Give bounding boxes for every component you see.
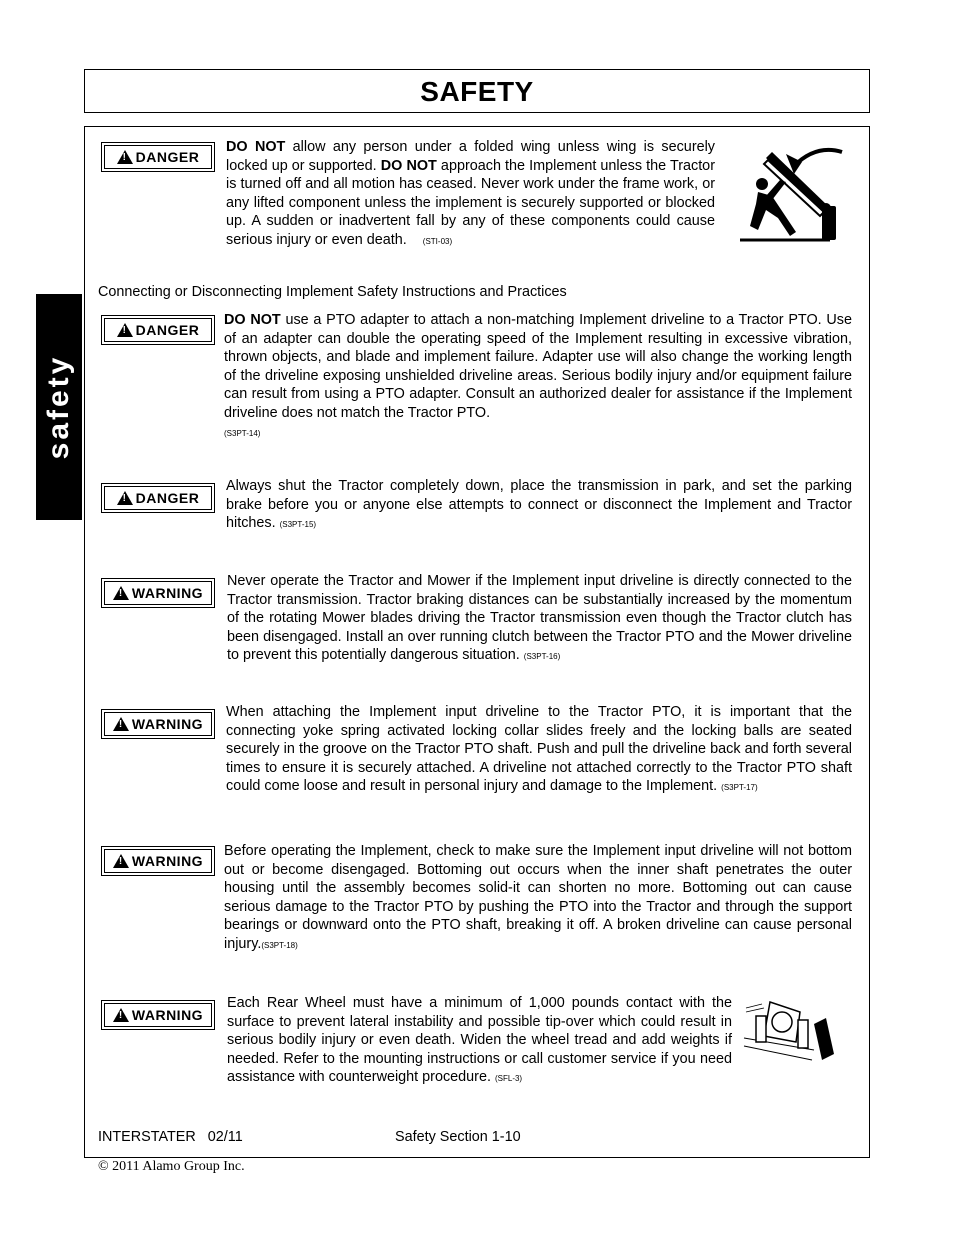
footer-model: INTERSTATER 02/11 <box>98 1129 243 1145</box>
falling-wing-hazard-icon <box>740 140 850 244</box>
warning-triangle-icon <box>113 854 129 868</box>
safety-paragraph: DO NOT use a PTO adapter to attach a non-matching Implement driveline to a Tractor PTO. Use of an adapter can double the operating speed of the Implement resulting in excessive vibration, thrown objects, and blade and implement failure. Adapter use will also change the working length of the driveline exposing unshielded driveline areas. Serious bodily injury and/or equipment failure can result from using a PTO adapter. Consult an authorized dealer for assistance if the Implement driveline does not match the Tractor PTO. (S3PT-14) <box>224 312 852 438</box>
sign-label: WARNING <box>131 585 204 601</box>
safety-paragraph: Each Rear Wheel must have a minimum of 1,000 pounds contact with the surface to prevent lateral instability and possible tip-over which could result in serious bodily injury or even death. Widen the wheel tread and add weights if needed. Refer to the mounting instructions or call customer service if you need assistance with counterweight procedure. (SFL-3) <box>227 995 732 1086</box>
header-box <box>84 69 870 113</box>
page-title: SAFETY <box>420 76 534 107</box>
section-heading: Connecting or Disconnecting Implement Safety Instructions and Practices <box>98 284 567 300</box>
danger-sign <box>101 483 215 513</box>
warning-triangle-icon <box>117 150 133 164</box>
sign-label: DANGER <box>135 149 200 165</box>
warning-sign <box>101 846 215 876</box>
copyright: © 2011 Alamo Group Inc. <box>98 1159 245 1174</box>
safety-paragraph: DO NOT allow any person under a folded wing unless wing is securely locked up or supported. DO NOT approach the Implement unless the Tractor is turned off and all motion has ceased. Never work under the frame work, or any lifted component unless the implement is securely supported or blocked up. A sudden or inadvertent fall by any of these components could cause serious injury or even death. (STI-03) <box>226 139 716 248</box>
sign-label: DANGER <box>135 490 200 506</box>
rear-wheel-weight-icon <box>742 994 842 1072</box>
safety-paragraph: Never operate the Tractor and Mower if the Implement input driveline is directly connected to the Tractor transmission. Tractor braking distances can be substantially increased by the momentum of the rotating Mower blades driving the Tractor transmission even though the Tractor clutch has been disengaged. Install an over running clutch between the Tractor PTO and the Mower driveline to prevent this potentially dangerous situation. (S3PT-16) <box>227 573 852 664</box>
sign-label: WARNING <box>131 1007 204 1023</box>
warning-sign <box>101 1000 215 1030</box>
danger-sign <box>101 142 215 172</box>
footer-section: Safety Section 1-10 <box>395 1129 521 1145</box>
sign-label: WARNING <box>131 853 204 869</box>
warning-sign <box>101 709 215 739</box>
sign-label: DANGER <box>135 322 200 338</box>
danger-sign <box>101 315 215 345</box>
side-tab <box>36 294 82 520</box>
warning-triangle-icon <box>113 586 129 600</box>
warning-triangle-icon <box>117 323 133 337</box>
warning-triangle-icon <box>113 1008 129 1022</box>
side-tab-label: safety <box>42 354 75 460</box>
warning-sign <box>101 578 215 608</box>
safety-paragraph: When attaching the Implement input driveline to the Tractor PTO, it is important that the connecting yoke spring activated locking collar slides freely and the locking balls are seated securely in the groove on the Tractor PTO shaft. Push and pull the driveline back and forth several times to ensure it is securely attached. A driveline not attached correctly to the Tractor PTO shaft could come loose and result in personal injury and damage to the Implement. (S3PT-17) <box>226 704 852 795</box>
warning-triangle-icon <box>113 717 129 731</box>
safety-paragraph: Always shut the Tractor completely down, place the transmission in park, and set the parking brake before you or anyone else attempts to connect or disconnect the Implement and Tractor hitches. (S3PT-15) <box>226 478 852 532</box>
sign-label: WARNING <box>131 716 204 732</box>
safety-paragraph: Before operating the Implement, check to make sure the Implement input driveline will not bottom out or become disengaged. Bottoming out occurs when the inner shaft penetrates the outer housing until the assembly becomes solid-it can shorten no more. Bottoming out can cause serious damage to the Tractor PTO by pushing the PTO into the Tractor and through the support bearings or downward onto the PTO shaft, breaking it off. A broken driveline can cause personal injury.(S3PT-18) <box>224 843 852 952</box>
warning-triangle-icon <box>117 491 133 505</box>
